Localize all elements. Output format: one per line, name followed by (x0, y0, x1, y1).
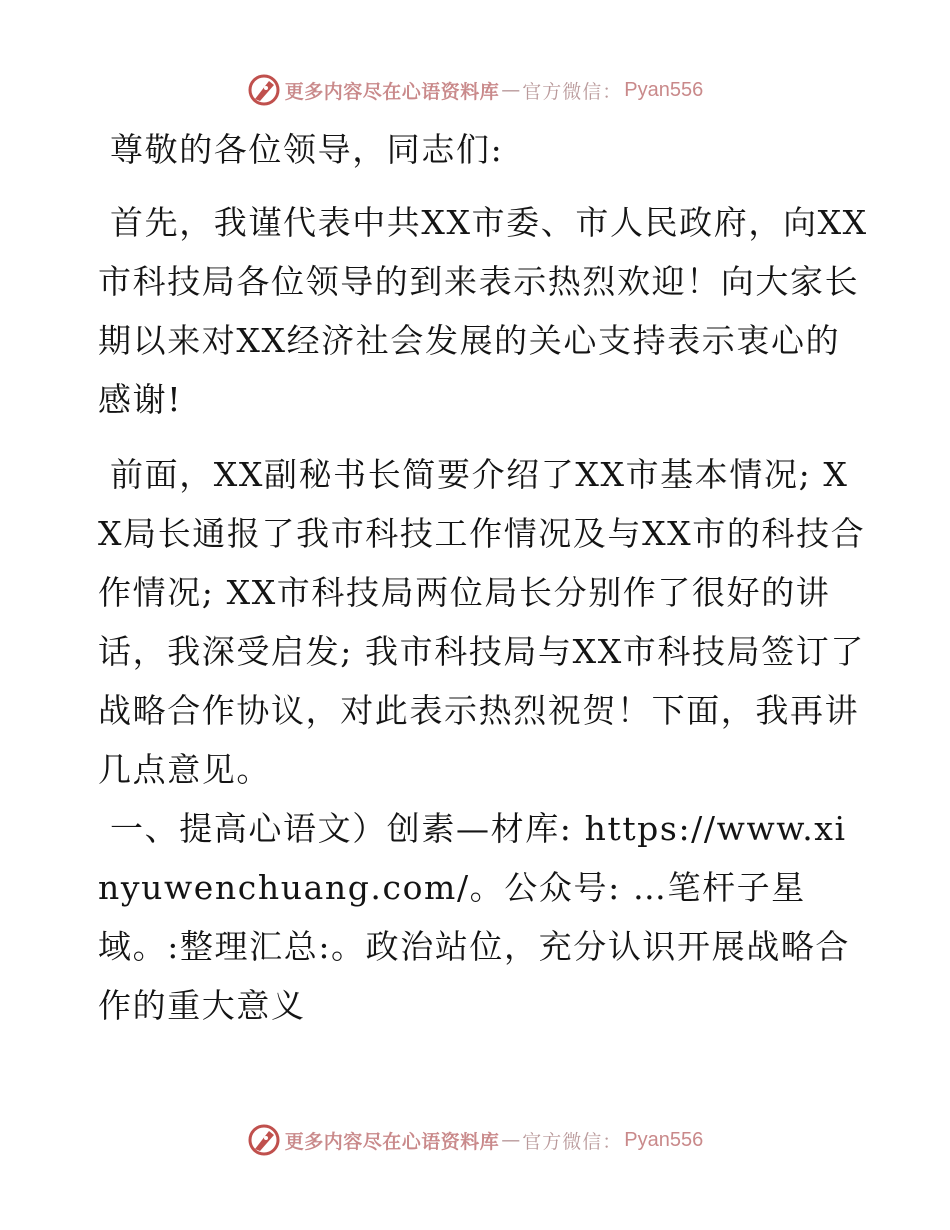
banner-wechat-label: 官方微信： (522, 1130, 623, 1153)
banner-prefix: 更多内容尽在心语资料库 (284, 1130, 500, 1153)
pen-nib-circle-logo-icon (247, 73, 281, 107)
paragraph-summary: 前面，XX副秘书长简要介绍了XX市基本情况; XX局长通报了我市科技工作情况及与XX市的科技合作情况; XX市科技局两位局长分别作了很好的讲话，我深受启发; 我市科技局与XX市科技局签订了战略合作协议，对此表示热烈祝贺！下面，我再讲几点意见。 (98, 455, 866, 789)
paragraph-welcome: 首先，我谨代表中共XX市委、市人民政府，向XX市科技局各位领导的到来表示热烈欢迎！向大家长期以来对XX经济社会发展的关心支持表示衷心的感谢! (98, 203, 868, 419)
banner-prefix: 更多内容尽在心语资料库 (284, 80, 500, 103)
pen-nib-circle-logo-icon (247, 1123, 281, 1157)
banner-separator: — (501, 79, 521, 101)
greeting-paragraph: 尊敬的各位领导，同志们: (110, 130, 504, 169)
header-banner (0, 70, 950, 110)
document-body (98, 120, 868, 1035)
banner-wechat-id: Pyan556 (624, 78, 704, 101)
banner-separator: — (501, 1129, 521, 1151)
banner-wechat-label: 官方微信： (522, 80, 623, 103)
paragraph-section-one: 一、提高心语文）创素—材库: https://www.xinyuwenchuang.com/。公众号: …笔杆子星域。:整理汇总:。政治站位，充分认识开展战略合作的重大意义 (98, 809, 851, 1025)
banner-wechat-id: Pyan556 (624, 1128, 704, 1151)
footer-banner (0, 1120, 950, 1160)
